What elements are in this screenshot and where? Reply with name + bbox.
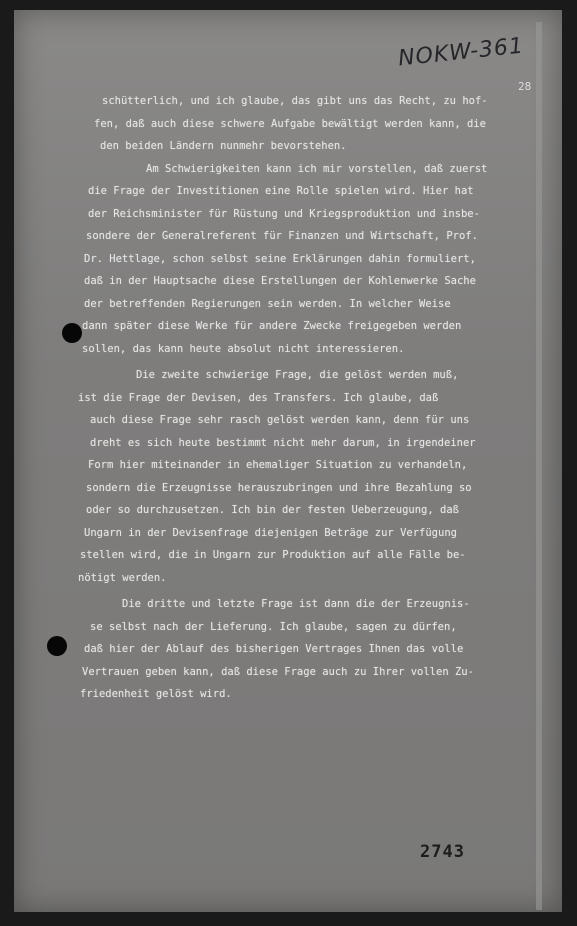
body-line: die Frage der Investitionen eine Rolle spielen wird. Hier hat [88, 185, 474, 197]
body-line: der Reichsminister für Rüstung und Kriegsproduktion und insbe- [88, 207, 480, 220]
body-line: Ungarn in der Devisenfrage diejenigen Beträge zur Verfügung [84, 526, 457, 539]
body-line: auch diese Frage sehr rasch gelöst werden kann, denn für uns [90, 414, 470, 426]
body-line: se selbst nach der Lieferung. Ich glaube, sagen zu dürfen, [90, 620, 457, 633]
body-line: oder so durchzusetzen. Ich bin der festen Ueberzeugung, daß [86, 504, 459, 516]
body-line: dann später diese Werke für andere Zwecke freigegeben werden [82, 320, 462, 332]
body-line: dreht es sich heute bestimmt nicht mehr darum, in irgendeiner [90, 436, 476, 449]
body-line: Die dritte und letzte Frage ist dann die der Erzeugnis- [122, 598, 470, 610]
body-line: den beiden Ländern nunmehr bevorstehen. [100, 140, 347, 152]
body-line: daß in der Hauptsache diese Erstellungen der Kohlenwerke Sache [84, 275, 476, 287]
body-line: Form hier miteinander in ehemaliger Situation zu verhandeln, [88, 459, 468, 471]
page-number: 28 [518, 80, 532, 93]
body-line: stellen wird, die in Ungarn zur Produktion auf alle Fälle be- [80, 549, 466, 561]
body-line: Dr. Hettlage, schon selbst seine Erklärungen dahin formuliert, [84, 252, 476, 265]
body-line: Vertrauen geben kann, daß diese Frage auch zu Ihrer vollen Zu- [82, 665, 474, 678]
document-id: NOKW-361 [397, 33, 526, 72]
body-line: Die zweite schwierige Frage, die gelöst werden muß, [136, 369, 459, 381]
body-line: daß hier der Ablauf des bisherigen Vertrages Ihnen das volle [84, 643, 464, 655]
punch-hole-bottom [47, 636, 67, 656]
body-line: Am Schwierigkeiten kann ich mir vorstellen, daß zuerst [146, 162, 488, 175]
body-line: sollen, das kann heute absolut nicht interessieren. [82, 342, 405, 355]
document-body [78, 90, 548, 706]
body-line: sondern die Erzeugnisse herauszubringen und ihre Bezahlung so [86, 481, 472, 494]
body-line: ist die Frage der Devisen, des Transfers. Ich glaube, daß [78, 391, 439, 404]
body-line: der betreffenden Regierungen sein werden. In welcher Weise [84, 297, 451, 310]
body-line: sondere der Generalreferent für Finanzen und Wirtschaft, Prof. [86, 230, 478, 242]
body-line: fen, daß auch diese schwere Aufgabe bewältigt werden kann, die [94, 117, 486, 130]
body-line: schütterlich, und ich glaube, das gibt uns das Recht, zu hof- [102, 95, 488, 107]
body-line: friedenheit gelöst wird. [80, 688, 232, 700]
body-line: nötigt werden. [78, 571, 167, 584]
stamp-number: 2743 [420, 842, 465, 862]
